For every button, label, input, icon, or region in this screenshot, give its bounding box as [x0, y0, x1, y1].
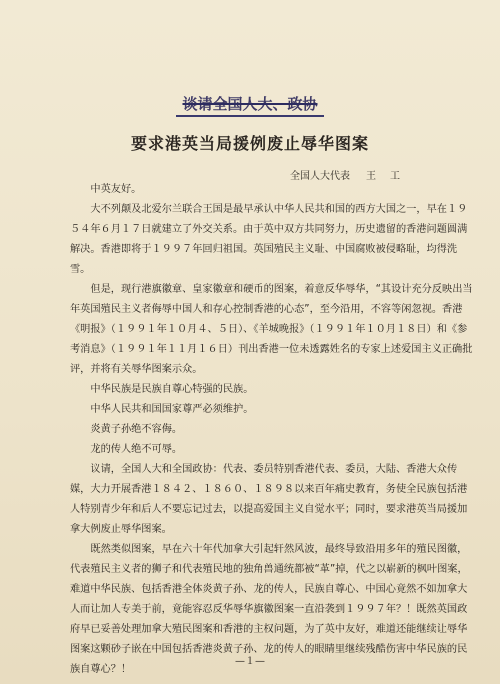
slogan-2: 中华人民共和国国家尊严必须维护。	[90, 404, 254, 415]
paragraph-1: 大不列颠及北爱尔兰联合王国是最早承认中华人民共和国的西方大国之一，早在１９５４年６月１７日就建立了外交关系。由于英中双方共同努力，历史遗留的香港问题圆满解决。香港即将于１９９７年回归祖国。英国殖民主义耻、中国腐败被侵略耻，均得洗雪。	[70, 204, 468, 275]
author-role: 全国人大代表	[290, 171, 350, 182]
page-number: —１—	[235, 656, 265, 667]
header-stamp	[0, 92, 500, 117]
slogan-1: 中华民族是民族自尊心特强的民族。	[90, 384, 254, 395]
slogan-4: 龙的传人绝不可辱。	[90, 444, 183, 455]
author-name: 王工	[366, 171, 414, 182]
paragraph-3: 议请，全国人大和全国政协：代表、委员特别香港代表、委员，大陆、香港大众传媒，大力开展香港１８４２、１８６０、１８９８以来百年痛史教育，务使全民族包括港人特别青少年和后人不要忘记过去，以提高爱国主义自觉水平；同时，要求港英当局援加拿大例废止辱华图案。	[70, 464, 468, 535]
stamp-text: 谈请全国人大、政协	[176, 92, 323, 117]
paragraph-4: 既然类似图案，早在六十年代加拿大引起轩然风波，最终导致沿用多年的殖民图徽，代表殖民主义者的狮子和代表殖民地的独角兽通统都被“革”掉，代之以崭新的枫叶图案，难道中华民族、包括香港全体炎黄子孙、龙的传人，民族自尊心、中国心竟然不如加拿大人而让加人专美于前，竟能容忍反华辱华旗徽图案一直沿袭到１９９７年？！既然英国政府早已妥善处理加拿大殖民图案和香港的主权问题，为了英中友好，难道还能继续让辱华图案这颗砂子嵌在中国包括香港炎黄子孙、龙的传人的眼睛里继续残酷伤害中华民族的民族自尊心？！	[70, 544, 468, 675]
paragraph-2: 但是，现行港旗徽章、皇家徽章和硬币的图案，着意反华辱华，“其设计充分反映出当年英国殖民主义者侮辱中国人和存心控制香港的心态”，至今沿用，不容等闲忽视。香港《明报》（１９９１年１０月４、５日）、《羊城晚报》（１９９１年１０月１８日）和《参考消息》（１９９１年１１月１６日）刊出香港一位未透露姓名的专家上述爱国主义正确批评，并将有关辱华图案示众。	[70, 284, 473, 375]
document-title: 要求港英当局援例废止辱华图案	[130, 134, 369, 153]
slogan-3: 炎黄子孙绝不容侮。	[90, 424, 183, 435]
document-body	[70, 178, 475, 680]
salutation: 中英友好。	[90, 184, 142, 195]
